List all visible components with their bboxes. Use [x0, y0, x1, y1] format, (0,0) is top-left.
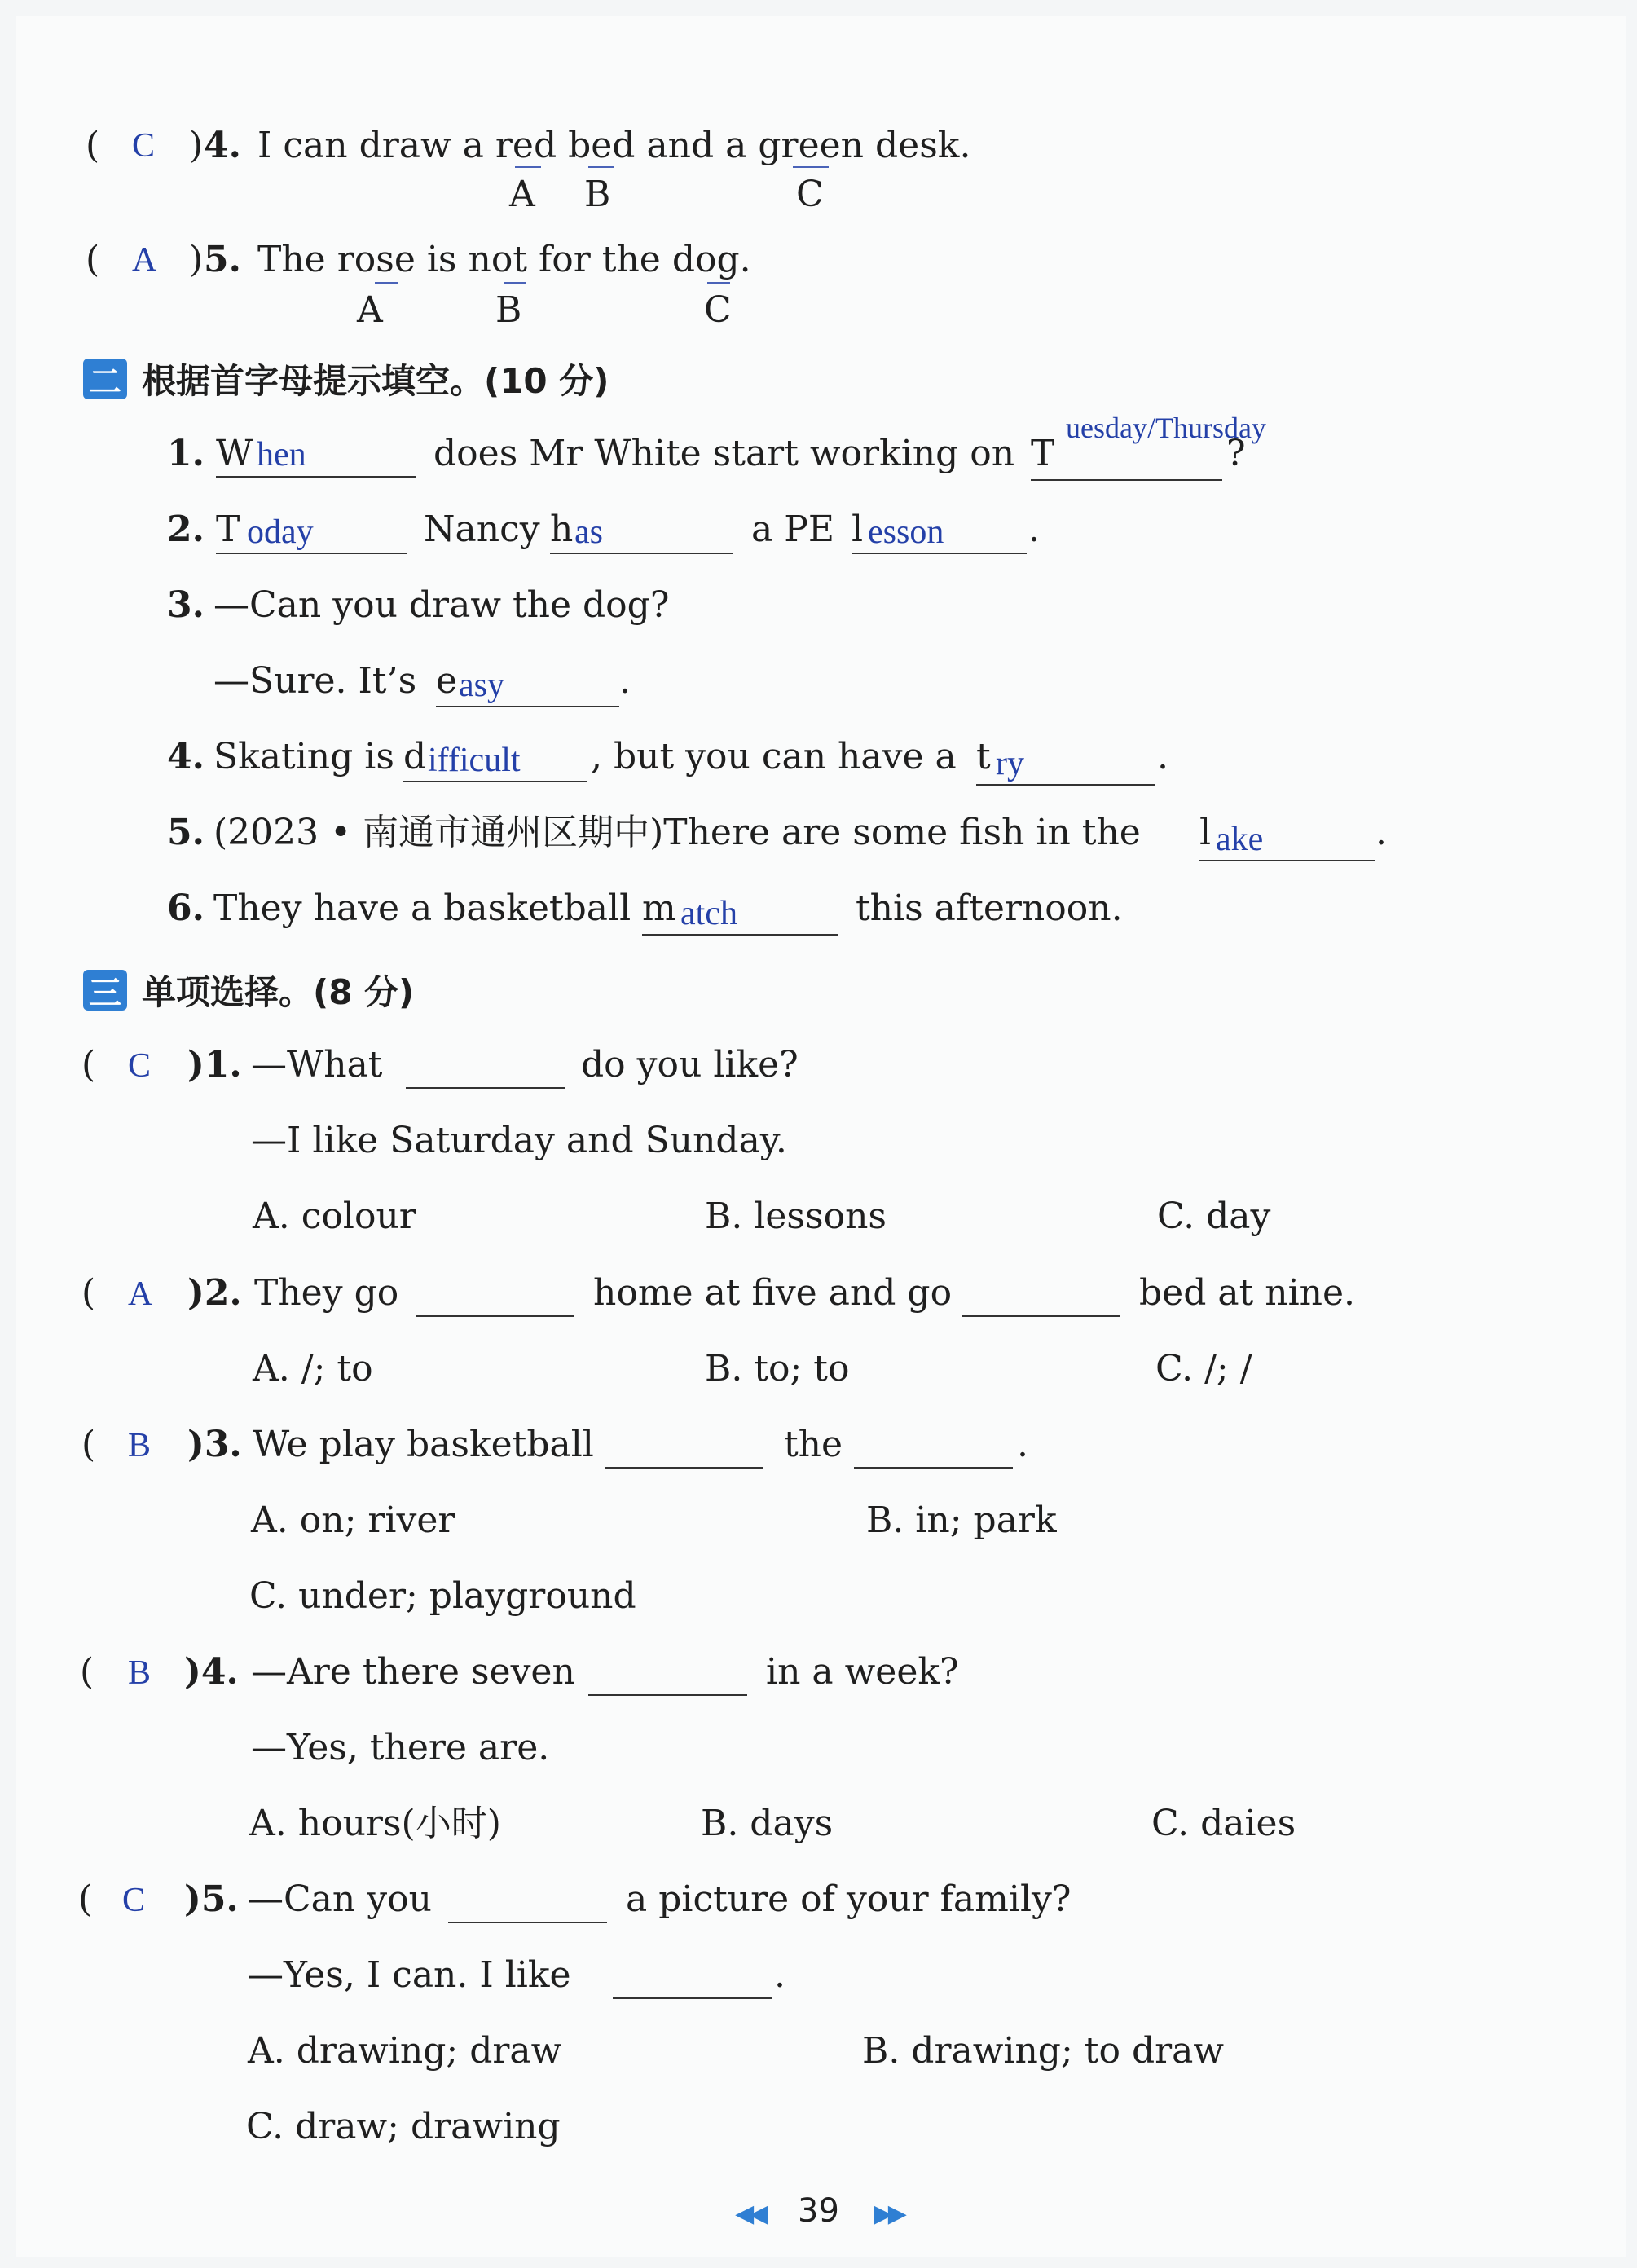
- s3-q4-opt-c: C. daies: [1151, 1803, 1296, 1844]
- s3-q1-line2: —I like Saturday and Sunday.: [251, 1120, 787, 1161]
- s2-q1-blank1: [216, 476, 416, 478]
- next-arrows-icon: ▶▶: [874, 2200, 902, 2228]
- s3-q4-pre: —Are there seven: [251, 1651, 575, 1693]
- s3-q5-line2: —Yes, I can. I like: [248, 1954, 571, 1996]
- s2-q6-blank1: [642, 934, 838, 936]
- s3-q4-opt-a: A. hours(小时): [249, 1803, 501, 1844]
- s3-q1-num: )1.: [187, 1044, 242, 1086]
- s2-q2-blank2: [550, 553, 733, 554]
- s3-q4-opt-b: B. days: [701, 1803, 834, 1844]
- s3-q3-blank1: [605, 1467, 763, 1469]
- s2-q4-answer2: ry: [996, 745, 1024, 782]
- page-number-footer: [0, 2192, 1637, 2230]
- s2-q2-answer1: oday: [247, 513, 314, 551]
- p1-q4-opt-a: A: [509, 174, 535, 215]
- s2-q2-num: 2.: [167, 509, 205, 550]
- section3-badge: 三: [83, 970, 127, 1011]
- s3-q2-answer: A: [128, 1275, 153, 1313]
- s2-q2-blank1: [216, 553, 407, 554]
- s3-q5-opt-c: C. draw; drawing: [246, 2106, 561, 2147]
- s2-q6-pre: They have a basketball: [213, 887, 631, 929]
- s2-q5-answer1: ake: [1216, 821, 1264, 858]
- s2-q1-letter2: T: [1031, 433, 1055, 474]
- p1-q5-num: 5.: [204, 239, 241, 280]
- s3-q5-blank2: [613, 1997, 772, 1999]
- s3-q1-opt-b: B. lessons: [705, 1196, 887, 1237]
- s2-q6-letter1: m: [642, 887, 676, 929]
- s3-q3-blank2: [854, 1467, 1013, 1469]
- s2-q1-answer2: uesday/Thursday: [1066, 412, 1266, 444]
- paren-open: (: [86, 125, 100, 166]
- s2-q2-letter3: l: [852, 509, 864, 550]
- s2-q1-answer1: hen: [257, 436, 306, 473]
- underline-o-rose: [375, 282, 398, 284]
- s2-q1-blank2: [1031, 479, 1222, 481]
- s2-q3-blank1: [436, 706, 619, 707]
- s2-q5-end: .: [1375, 812, 1387, 853]
- underline-e-red: [515, 166, 541, 168]
- s2-q5-letter1: l: [1199, 812, 1212, 853]
- s2-q3-line2: —Sure. It’s: [213, 660, 417, 702]
- s3-q2-post: bed at nine.: [1139, 1272, 1356, 1314]
- p1-q5-opt-c: C: [704, 289, 732, 331]
- underline-ee-green: [793, 166, 829, 168]
- p1-q5-opt-b: B: [495, 289, 522, 331]
- s3-q2-opt-c: C. /; /: [1155, 1348, 1252, 1389]
- s2-q1-num: 1.: [167, 433, 205, 474]
- s3-q5-post: a picture of your family?: [626, 1878, 1072, 1920]
- s2-q2-letter2: h: [550, 509, 574, 550]
- s3-q2-blank2: [962, 1315, 1120, 1317]
- s2-q2-mid1: Nancy: [424, 509, 540, 550]
- s2-q4-letter2: t: [976, 736, 991, 777]
- section2-title: 根据首字母提示填空。(10 分): [142, 361, 609, 401]
- s2-q5-blank1: [1199, 860, 1375, 861]
- s3-q5-opt-a: A. drawing; draw: [248, 2030, 562, 2072]
- p1-q4-opt-c: C: [796, 174, 824, 215]
- s2-q4-blank1: [403, 781, 587, 782]
- s3-q2-mid: home at five and go: [593, 1272, 953, 1314]
- section2-badge: 二: [83, 359, 127, 399]
- s3-q3-opt-b: B. in; park: [866, 1500, 1057, 1541]
- s2-q2-letter1: T: [216, 509, 240, 550]
- s2-q3-end: .: [619, 660, 631, 702]
- s2-q2-blank3: [852, 553, 1027, 554]
- prev-arrows-icon: ◀◀: [735, 2200, 763, 2228]
- s2-q1-letter1: W: [216, 433, 253, 474]
- s2-q3-letter1: e: [436, 660, 458, 702]
- s3-q3-opt-a: A. on; river: [251, 1500, 455, 1541]
- s3-q3-opt-c: C. under; playground: [249, 1575, 636, 1617]
- s2-q4-num: 4.: [167, 736, 205, 777]
- s3-q4-num: )4.: [184, 1651, 239, 1693]
- p1-q5-opt-a: A: [357, 289, 383, 331]
- s2-q2-mid2: a PE: [751, 509, 834, 550]
- section2-heading: [83, 355, 609, 403]
- paren-open: (: [81, 1272, 96, 1314]
- paren-open: (: [81, 1044, 96, 1086]
- paren-close: ): [189, 125, 204, 166]
- s3-q5-opt-b: B. drawing; to draw: [862, 2030, 1225, 2072]
- s2-q2-answer3: esson: [868, 513, 944, 551]
- page-number: 39: [798, 2192, 839, 2230]
- s2-q4-letter1: d: [403, 736, 427, 777]
- s2-q2-answer2: as: [574, 513, 603, 551]
- underline-o-not: [504, 282, 526, 284]
- s3-q5-blank: [448, 1922, 607, 1923]
- s3-q3-mid: the: [784, 1424, 843, 1465]
- s2-q5-pre: (2023 • 南通市通州区期中)There are some fish in the: [213, 812, 1141, 853]
- s2-q5-num: 5.: [167, 812, 205, 853]
- paren-open: (: [81, 1424, 96, 1465]
- s3-q1-pre: —What: [251, 1044, 383, 1086]
- s2-q3-line1: —Can you draw the dog?: [213, 584, 670, 626]
- s3-q4-line2: —Yes, there are.: [251, 1727, 550, 1768]
- paren-open: (: [86, 239, 100, 280]
- s3-q1-blank: [406, 1087, 565, 1089]
- s2-q4-answer1: ifficult: [428, 742, 521, 779]
- s3-q2-pre: They go: [254, 1272, 399, 1314]
- s3-q1-opt-a: A. colour: [253, 1196, 416, 1237]
- s2-q3-answer1: asy: [459, 667, 504, 704]
- s2-q4-mid: , but you can have a: [591, 736, 957, 777]
- underline-e-bed: [588, 166, 614, 168]
- s3-q4-blank: [588, 1694, 747, 1696]
- underline-o-dog: [707, 282, 730, 284]
- s3-q3-pre: We play basketball: [253, 1424, 594, 1465]
- section3-heading: [83, 966, 414, 1015]
- s3-q2-num: )2.: [187, 1272, 242, 1314]
- s2-q6-end: this afternoon.: [856, 887, 1123, 929]
- s3-q5-answer: C: [122, 1882, 146, 1919]
- s2-q2-end: .: [1028, 509, 1040, 550]
- s2-q6-num: 6.: [167, 887, 205, 929]
- s3-q4-post: in a week?: [766, 1651, 959, 1693]
- p1-q4-opt-b: B: [584, 174, 611, 215]
- s2-q4-end: .: [1157, 736, 1168, 777]
- s3-q5-line2-end: .: [774, 1954, 785, 1996]
- s3-q2-blank1: [416, 1315, 574, 1317]
- s3-q1-post: do you like?: [581, 1044, 799, 1086]
- s3-q5-num: )5.: [184, 1878, 239, 1920]
- s2-q3-num: 3.: [167, 584, 205, 626]
- p1-q4-num: 4.: [204, 125, 241, 166]
- section3-title: 单项选择。(8 分): [142, 972, 415, 1012]
- s3-q1-opt-c: C. day: [1157, 1196, 1271, 1237]
- s2-q6-answer1: atch: [680, 895, 737, 932]
- s2-q1-end: ?: [1226, 433, 1246, 474]
- s3-q1-answer: C: [128, 1047, 152, 1085]
- s3-q3-num: )3.: [187, 1424, 242, 1465]
- s2-q4-pre: Skating is: [213, 736, 394, 777]
- s3-q2-opt-b: B. to; to: [705, 1348, 850, 1389]
- answer-p1-q5: A: [132, 241, 157, 279]
- s2-q4-blank2: [976, 784, 1155, 786]
- p1-q5-text: The rose is not for the dog.: [257, 239, 751, 280]
- paren-open: (: [78, 1878, 93, 1920]
- paren-close: ): [189, 239, 204, 280]
- s3-q3-post: .: [1017, 1424, 1028, 1465]
- paren-open: (: [80, 1651, 95, 1693]
- answer-p1-q4: C: [132, 127, 156, 165]
- p1-q4-text: I can draw a red bed and a green desk.: [257, 125, 971, 166]
- s3-q2-opt-a: A. /; to: [253, 1348, 373, 1389]
- s3-q5-pre: —Can you: [248, 1878, 432, 1920]
- s3-q3-answer: B: [128, 1427, 152, 1464]
- s2-q1-mid: does Mr White start working on: [433, 433, 1015, 474]
- s3-q4-answer: B: [128, 1654, 152, 1692]
